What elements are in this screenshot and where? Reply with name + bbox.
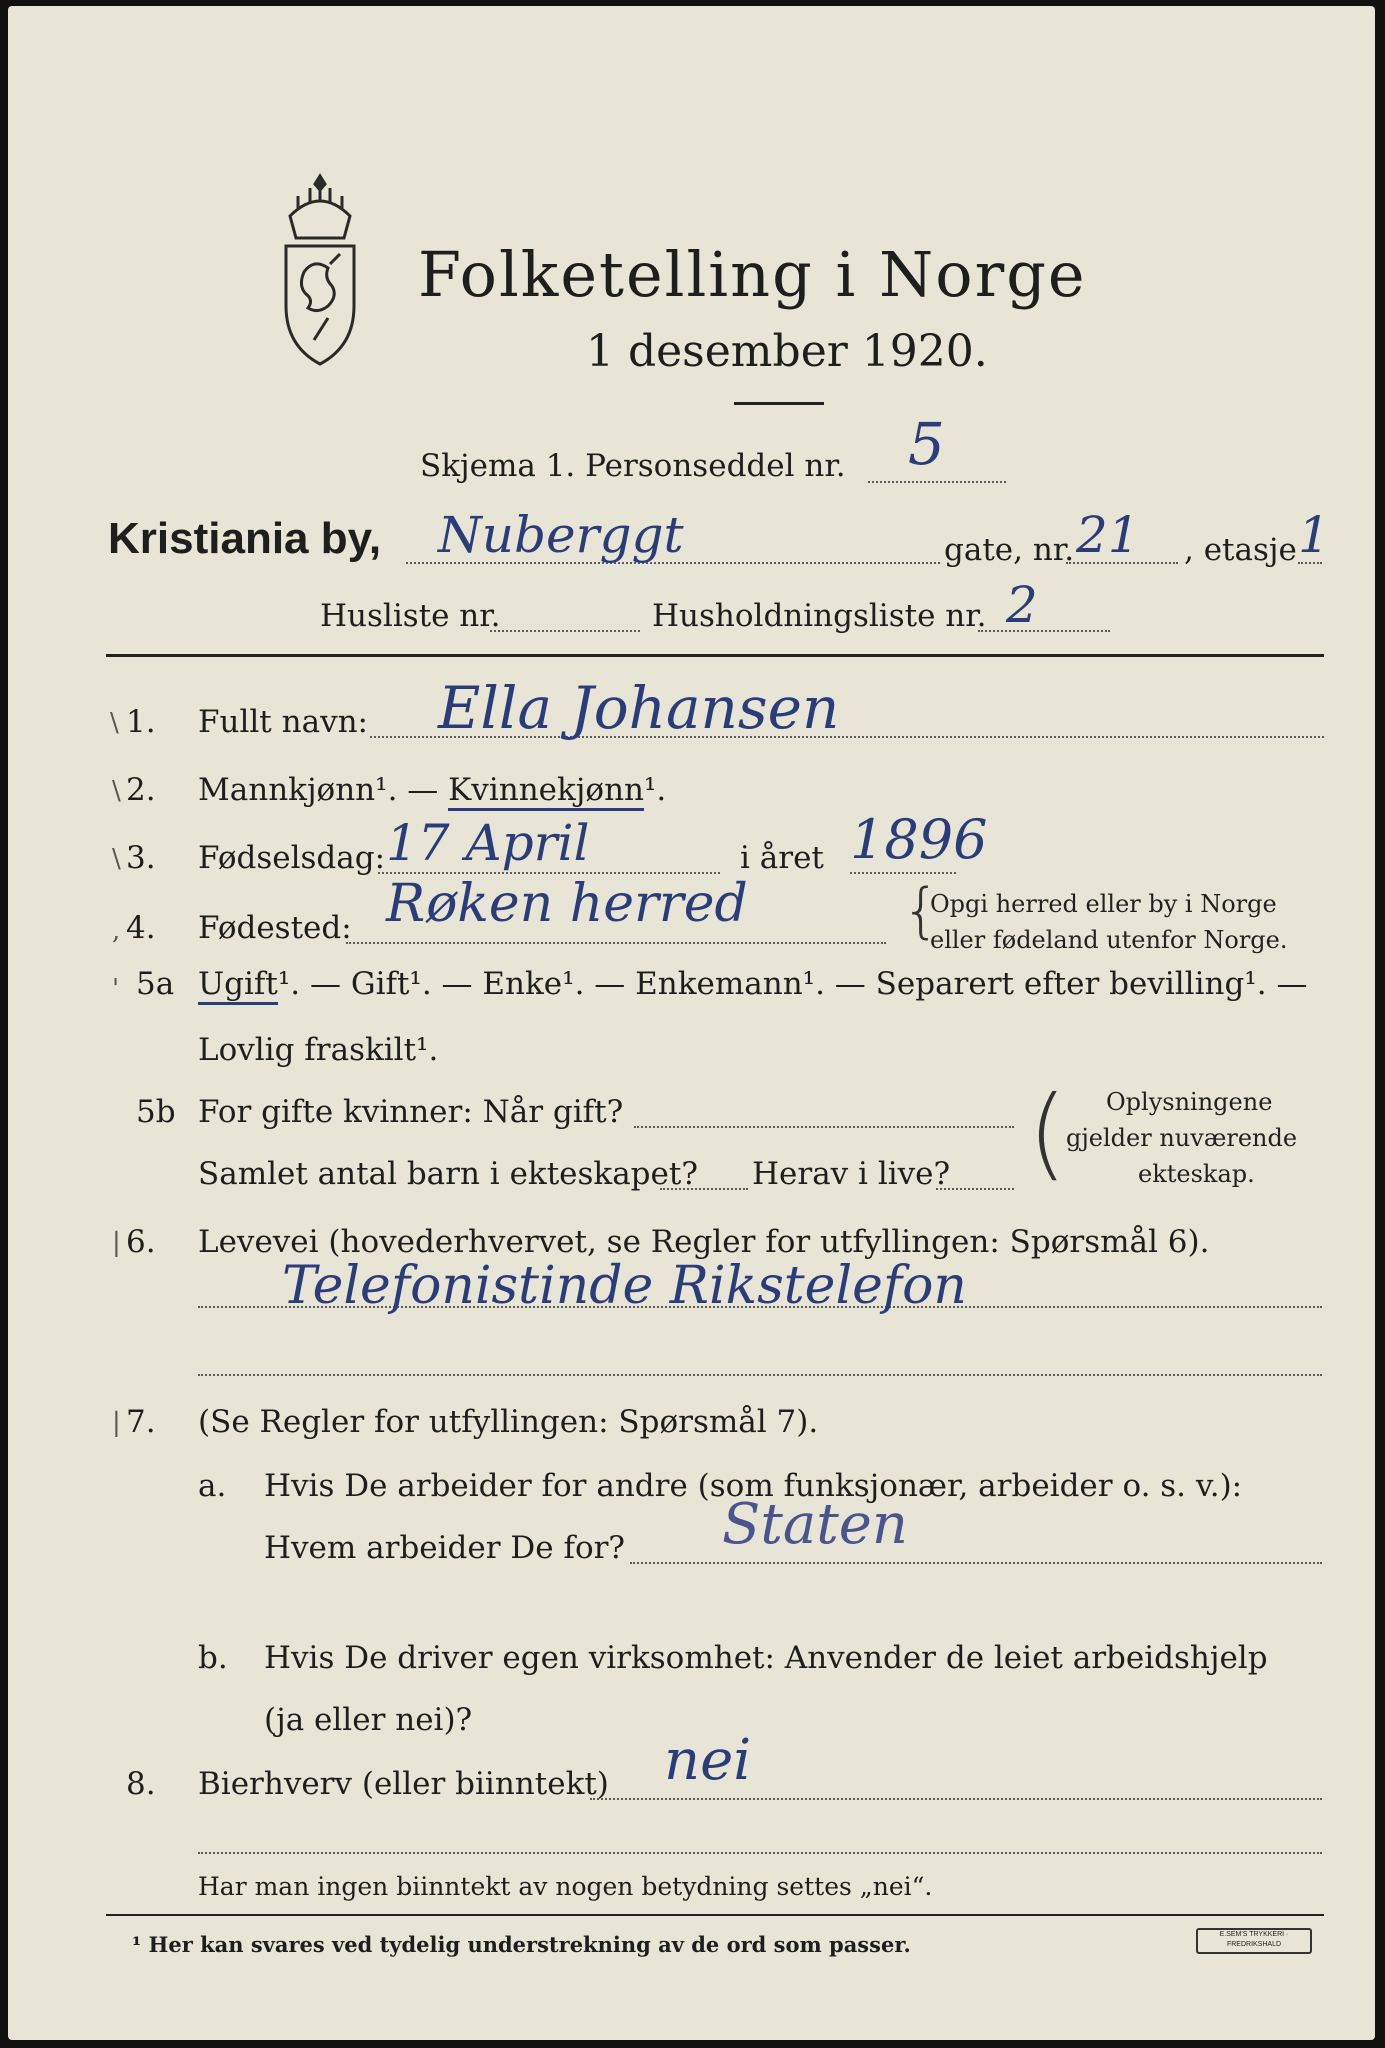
footer-divider xyxy=(106,1914,1324,1916)
q3-label: Fødselsdag: xyxy=(198,840,386,876)
q5a-options xyxy=(198,966,1307,1002)
floor-value[interactable]: 1 xyxy=(1298,506,1330,564)
q8-number: 8. xyxy=(126,1766,156,1802)
children-count-line xyxy=(660,1188,748,1190)
form-title: Folketelling i Norge xyxy=(418,238,1087,311)
side-income-line-1 xyxy=(590,1798,1322,1800)
q7a-label-2: Hvem arbeider De for? xyxy=(264,1530,626,1566)
city-label: Kristiania by, xyxy=(108,514,382,563)
year-line xyxy=(850,872,956,874)
q4-label: Fødested: xyxy=(198,910,352,946)
q5b-label-1: For gifte kvinner: Når gift? xyxy=(198,1094,624,1130)
husliste-label: Husliste nr. xyxy=(320,598,501,634)
occupation-value[interactable]: Telefonistinde Rikstelefon xyxy=(282,1256,967,1316)
census-form: Folketelling i Norge 1 desember 1920. Skjema 1. Personseddel nr. 5 Kristiania by, Nuberggt gate, nr. 21 , etasje 1 Husliste nr. Husholdningsliste nr. 2 \ 1. Fullt navn: Ella Johansen \ 2. Mannkjønn¹. — Kvinnekjønn¹. \ 3. Fødselsdag: 17 April i året 1896 , 4. Fødested: Røken herred { Opgi herred eller by i Norge eller fødeland utenfor Norge. ' 5a Ugift¹. — Gift¹. — Enke¹. — Enkemann¹. — Separert efter bevilling¹. — Lovlig fraskilt¹. 5b For gifte kvinner: Når gift? Samlet antal barn i ekteskapet? Herav i live? ( Oplysningene gjelder nuværende ekteskap. | 6. Levevei (hovederhvervet, se Regler for utfyllingen: Spørsmål 6). Telefonistinde Rikstelefon | 7. (Se Regler for utfyllingen: Spørsmål 7). a. Hvis De arbeider for andre (som funksjonær, arbeider o. s. v.): Hvem arbeider De for? Staten b. Hvis De driver egen virksomhet: Anvender de leiet arbeidshjelp (ja eller nei)? 8. Bierhverv (eller biinntekt) nei Har man ingen biinntekt av nogen betydning settes „nei“. ¹ Her kan svares ved tydelig understrekning av de ord som passer. E.SEM'S TRYKKERI · FREDRIKSHALD xyxy=(8,6,1375,2040)
q5b-note-1: Oplysningene xyxy=(1106,1088,1273,1116)
side-income-value[interactable]: nei xyxy=(664,1728,752,1793)
printer-stamp: E.SEM'S TRYKKERI · FREDRIKSHALD xyxy=(1196,1928,1312,1954)
q6-number: 6. xyxy=(126,1224,156,1260)
etasje-label: , etasje xyxy=(1184,532,1297,568)
q5b-note-2: gjelder nuværende xyxy=(1066,1124,1298,1152)
schema-number-value[interactable]: 5 xyxy=(908,410,945,478)
q7b-label: Hvis De driver egen virksomhet: Anvender de leiet arbeidshjelp xyxy=(264,1640,1268,1676)
birthday-value[interactable]: 17 April xyxy=(386,814,590,872)
q5a-other-options[interactable]: ¹. — Gift¹. — Enke¹. — Enkemann¹. — Separert efter bevilling¹. — xyxy=(277,966,1308,1002)
q1-label: Fullt navn: xyxy=(198,704,368,740)
husholdning-label: Husholdningsliste nr. xyxy=(652,598,987,634)
schema-label: Skjema 1. Personseddel nr. xyxy=(420,448,846,484)
q4-note-1: Opgi herred eller by i Norge xyxy=(930,890,1277,918)
q8-label: Bierhverv (eller biinntekt) xyxy=(198,1766,609,1802)
census-date: 1 desember 1920. xyxy=(586,326,988,377)
q2-number: 2. xyxy=(126,772,156,808)
option-ugift-selected[interactable]: Ugift xyxy=(198,966,278,1005)
q7a-label: Hvis De arbeider for andre (som funksjonær, arbeider o. s. v.): xyxy=(264,1468,1243,1504)
q4-note-2: eller fødeland utenfor Norge. xyxy=(930,926,1288,954)
header-divider xyxy=(106,654,1324,657)
q5b-note-brace: ( xyxy=(1028,1074,1068,1191)
q2-options xyxy=(198,772,666,808)
q4-number: 4. xyxy=(126,910,156,946)
q5b-number: 5b xyxy=(136,1094,176,1130)
option-lovlig-fraskilt[interactable]: Lovlig fraskilt¹. xyxy=(198,1032,439,1068)
husholdning-value[interactable]: 2 xyxy=(1006,576,1038,634)
gate-label: gate, nr. xyxy=(944,532,1075,568)
birth-year-value[interactable]: 1896 xyxy=(850,808,988,871)
children-alive-line xyxy=(936,1188,1014,1190)
option-male[interactable]: Mannkjønn¹. — xyxy=(198,772,449,808)
side-income-line-2 xyxy=(198,1852,1322,1854)
q8-note: Har man ingen biinntekt av nogen betydning settes „nei“. xyxy=(198,1872,933,1901)
footnote: ¹ Her kan svares ved tydelig understrekning av de ord som passer. xyxy=(132,1932,911,1957)
birthplace-value[interactable]: Røken herred xyxy=(386,874,748,934)
q1-number: 1. xyxy=(126,704,156,740)
schema-number-line xyxy=(868,481,1006,483)
house-number-value[interactable]: 21 xyxy=(1076,506,1140,564)
full-name-value[interactable]: Ella Johansen xyxy=(438,674,840,742)
coat-of-arms-icon xyxy=(270,168,370,373)
street-value[interactable]: Nuberggt xyxy=(438,506,684,564)
option-female-selected[interactable]: Kvinnekjønn xyxy=(448,772,644,811)
q2-suffix: ¹. xyxy=(644,772,667,808)
q5a-number: 5a xyxy=(136,966,175,1002)
q7-number: 7. xyxy=(126,1404,156,1440)
q7-label: (Se Regler for utfyllingen: Spørsmål 7). xyxy=(198,1404,819,1440)
q6-label: Levevei (hovederhvervet, se Regler for utfyllingen: Spørsmål 6). xyxy=(198,1224,1210,1260)
q7a-number: a. xyxy=(198,1468,227,1504)
husliste-line xyxy=(490,630,640,632)
year-label: i året xyxy=(740,840,824,876)
q3-number: 3. xyxy=(126,840,156,876)
q7b-number: b. xyxy=(198,1640,228,1676)
employer-value[interactable]: Staten xyxy=(722,1492,908,1557)
q5b-label-3: Herav i live? xyxy=(752,1156,951,1192)
employer-line xyxy=(630,1562,1322,1564)
q4-note-brace: { xyxy=(902,876,941,946)
husholdning-line xyxy=(978,630,1110,632)
birthplace-line xyxy=(346,942,886,944)
q5b-note-3: ekteskap. xyxy=(1138,1160,1255,1188)
q5b-label-2: Samlet antal barn i ekteskapet? xyxy=(198,1156,698,1192)
married-when-line xyxy=(634,1126,1014,1128)
q7b-label-2: (ja eller nei)? xyxy=(264,1702,473,1738)
occupation-line-2 xyxy=(198,1374,1322,1376)
title-divider xyxy=(734,402,824,405)
